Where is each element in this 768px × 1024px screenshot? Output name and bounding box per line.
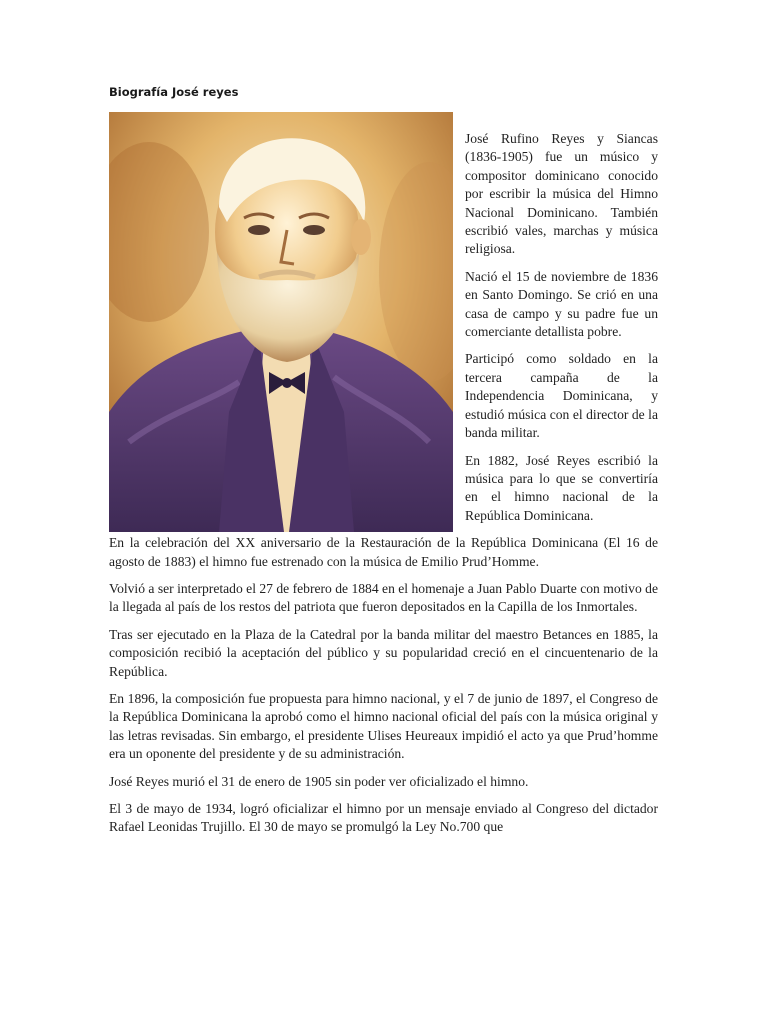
paragraph-2: Nació el 15 de noviembre de 1836 en Santo Domingo. Se crió en una casa de campo y su padre fue un comerciante detallista pobre. bbox=[465, 268, 658, 340]
paragraph-1: José Rufino Reyes y Siancas (1836-1905) fue un músico y compositor dominicano conocido por escribir la música del Himno Nacional Dominicano. También escribió vales, marchas y música religiosa. bbox=[465, 131, 658, 257]
paragraph-4: En 1882, José Reyes escribió la música para lo que se convertiría en el himno nacional de la República Dominicana. bbox=[465, 452, 658, 523]
paragraph-5: En la celebración del XX aniversario de la Restauración de la República Dominicana (El 16 de agosto de 1883) el himno fue estrenado con la música de Emilio Prud’Homme. bbox=[109, 535, 658, 569]
portrait-photo-icon bbox=[109, 112, 453, 532]
paragraph-3: Participó como soldado en la tercera campaña de la Independencia Dominicana, y estudió música con el director de la banda militar. bbox=[465, 351, 658, 441]
paragraph-7: Tras ser ejecutado en la Plaza de la Catedral por la banda militar del maestro Betances en 1885, la composición recibió la aceptación del público y su popularidad creció en el cincuentenario de la República. bbox=[109, 626, 658, 679]
document-title: Biografía José reyes bbox=[109, 85, 239, 99]
document-page bbox=[109, 84, 658, 846]
paragraph-8: En 1896, la composición fue propuesta para himno nacional, y el 7 de junio de 1897, el Congreso de la República Dominicana la aprobó como el himno nacional oficial del país con la música original y las letras revisadas. Sin embargo, el presidente Ulises Heureaux impidió el acto ya que Prud’homme era un oponente del presidente y de su administración. bbox=[109, 690, 658, 762]
paragraph-9: José Reyes murió el 31 de enero de 1905 sin poder ver oficializado el himno. bbox=[109, 773, 529, 789]
paragraph-6: Volvió a ser interpretado el 27 de febrero de 1884 en el homenaje a Juan Pablo Duarte con motivo de la llegada al país de los restos del patriota que fueron depositados en la Capilla de los Inmortales. bbox=[109, 580, 658, 615]
paragraph-10: El 3 de mayo de 1934, logró oficializar el himno por un mensaje enviado al Congreso del dictador Rafael Leonidas Trujillo. El 30 de mayo se promulgó la Ley No.700 que bbox=[109, 801, 658, 835]
